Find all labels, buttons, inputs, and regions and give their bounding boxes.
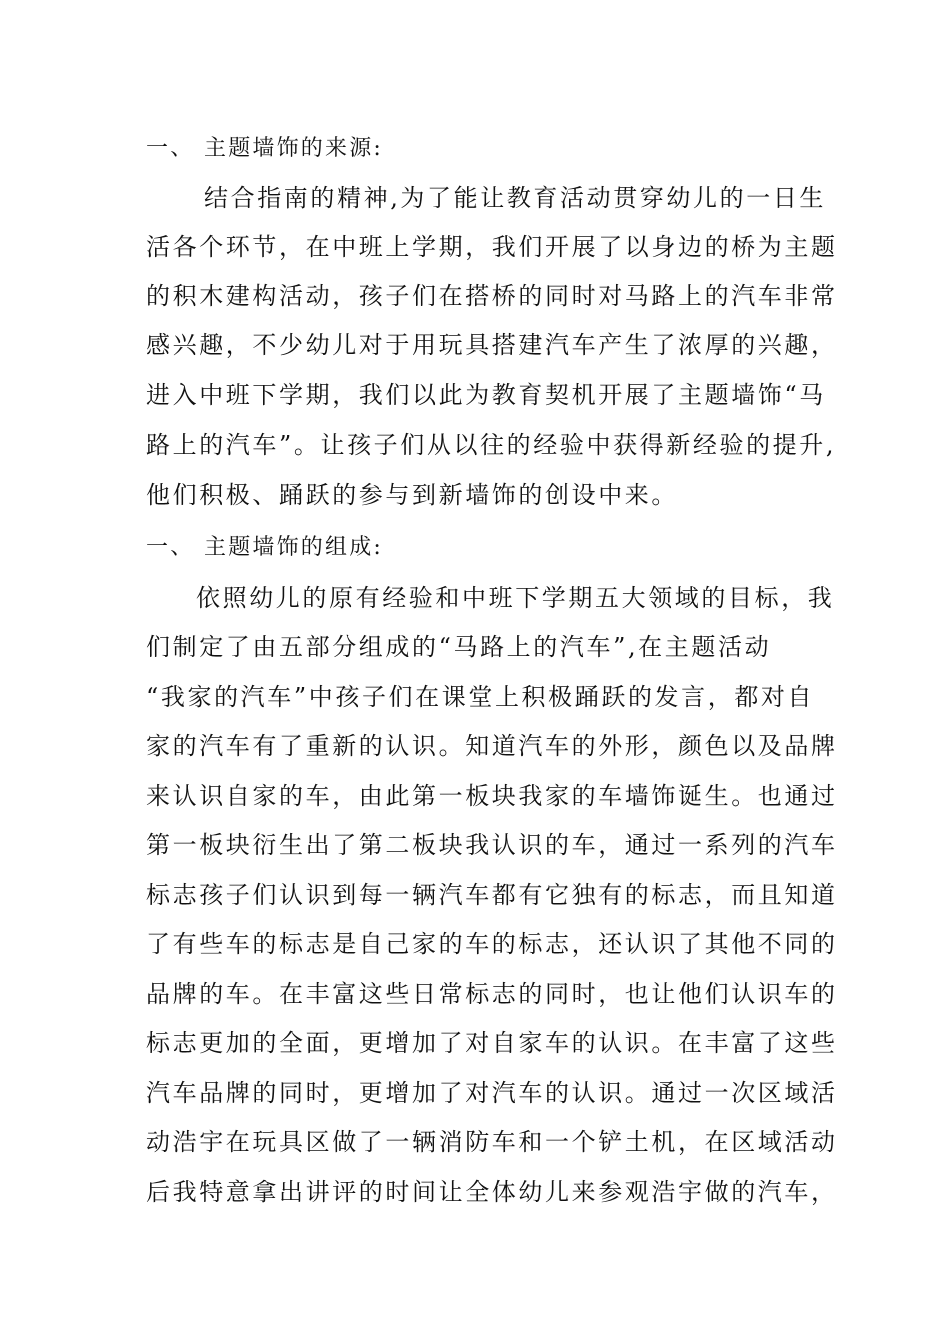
paragraph-line: 的积木建构活动，孩子们在搭桥的同时对马路上的汽车非常 [146, 282, 838, 310]
section-title: 主题墙饰的来源: [204, 136, 384, 161]
paragraph-line: 结合指南的精神,为了能让教育活动贯穿幼儿的一日生 [204, 184, 827, 212]
paragraph-line: 进入中班下学期，我们以此为教育契机开展了主题墙饰“马 [146, 381, 826, 409]
section-number: 一、 [146, 535, 195, 560]
paragraph-line: 家的汽车有了重新的认识。知道汽车的外形，颜色以及品牌 [146, 732, 838, 760]
section-number: 一、 [146, 136, 195, 161]
paragraph-line: 第一板块衍生出了第二板块我认识的车，通过一系列的汽车 [146, 831, 838, 859]
paragraph-line: 标志孩子们认识到每一辆汽车都有它独有的标志，而且知道 [146, 881, 838, 909]
section-heading-composition [146, 523, 826, 572]
paragraph-line: 依照幼儿的原有经验和中班下学期五大领域的目标，我 [196, 584, 835, 612]
paragraph-line: 标志更加的全面，更增加了对自家车的认识。在丰富了这些 [146, 1029, 838, 1057]
paragraph-line: 们制定了由五部分组成的“马路上的汽车”,在主题活动 [146, 633, 772, 661]
section-title: 主题墙饰的组成: [204, 535, 384, 560]
paragraph-line: 汽车品牌的同时，更增加了对汽车的认识。通过一次区域活 [146, 1079, 838, 1107]
paragraph-line: 品牌的车。在丰富这些日常标志的同时，也让他们认识车的 [146, 980, 838, 1008]
paragraph-line: 后我特意拿出讲评的时间让全体幼儿来参观浩宇做的汽车， [146, 1178, 838, 1206]
paragraph-line: 活各个环节，在中班上学期，我们开展了以身边的桥为主题 [146, 233, 838, 261]
section-heading-source [146, 124, 826, 173]
paragraph-line: 来认识自家的车，由此第一板块我家的车墙饰诞生。也通过 [146, 782, 838, 810]
paragraph-line: 路上的汽车”。让孩子们从以往的经验中获得新经验的提升, [146, 431, 837, 459]
paragraph-line: 了有些车的标志是自己家的车的标志，还认识了其他不同的 [146, 930, 838, 958]
paragraph-line: 他们积极、踊跃的参与到新墙饰的创设中来。 [146, 481, 678, 509]
paragraph-line: 感兴趣，不少幼儿对于用玩具搭建汽车产生了浓厚的兴趣， [146, 331, 838, 359]
paragraph-line: 动浩宇在玩具区做了一辆消防车和一个铲土机，在区域活动 [146, 1128, 838, 1156]
paragraph-line: “我家的汽车”中孩子们在课堂上积极踊跃的发言，都对自 [146, 683, 815, 711]
